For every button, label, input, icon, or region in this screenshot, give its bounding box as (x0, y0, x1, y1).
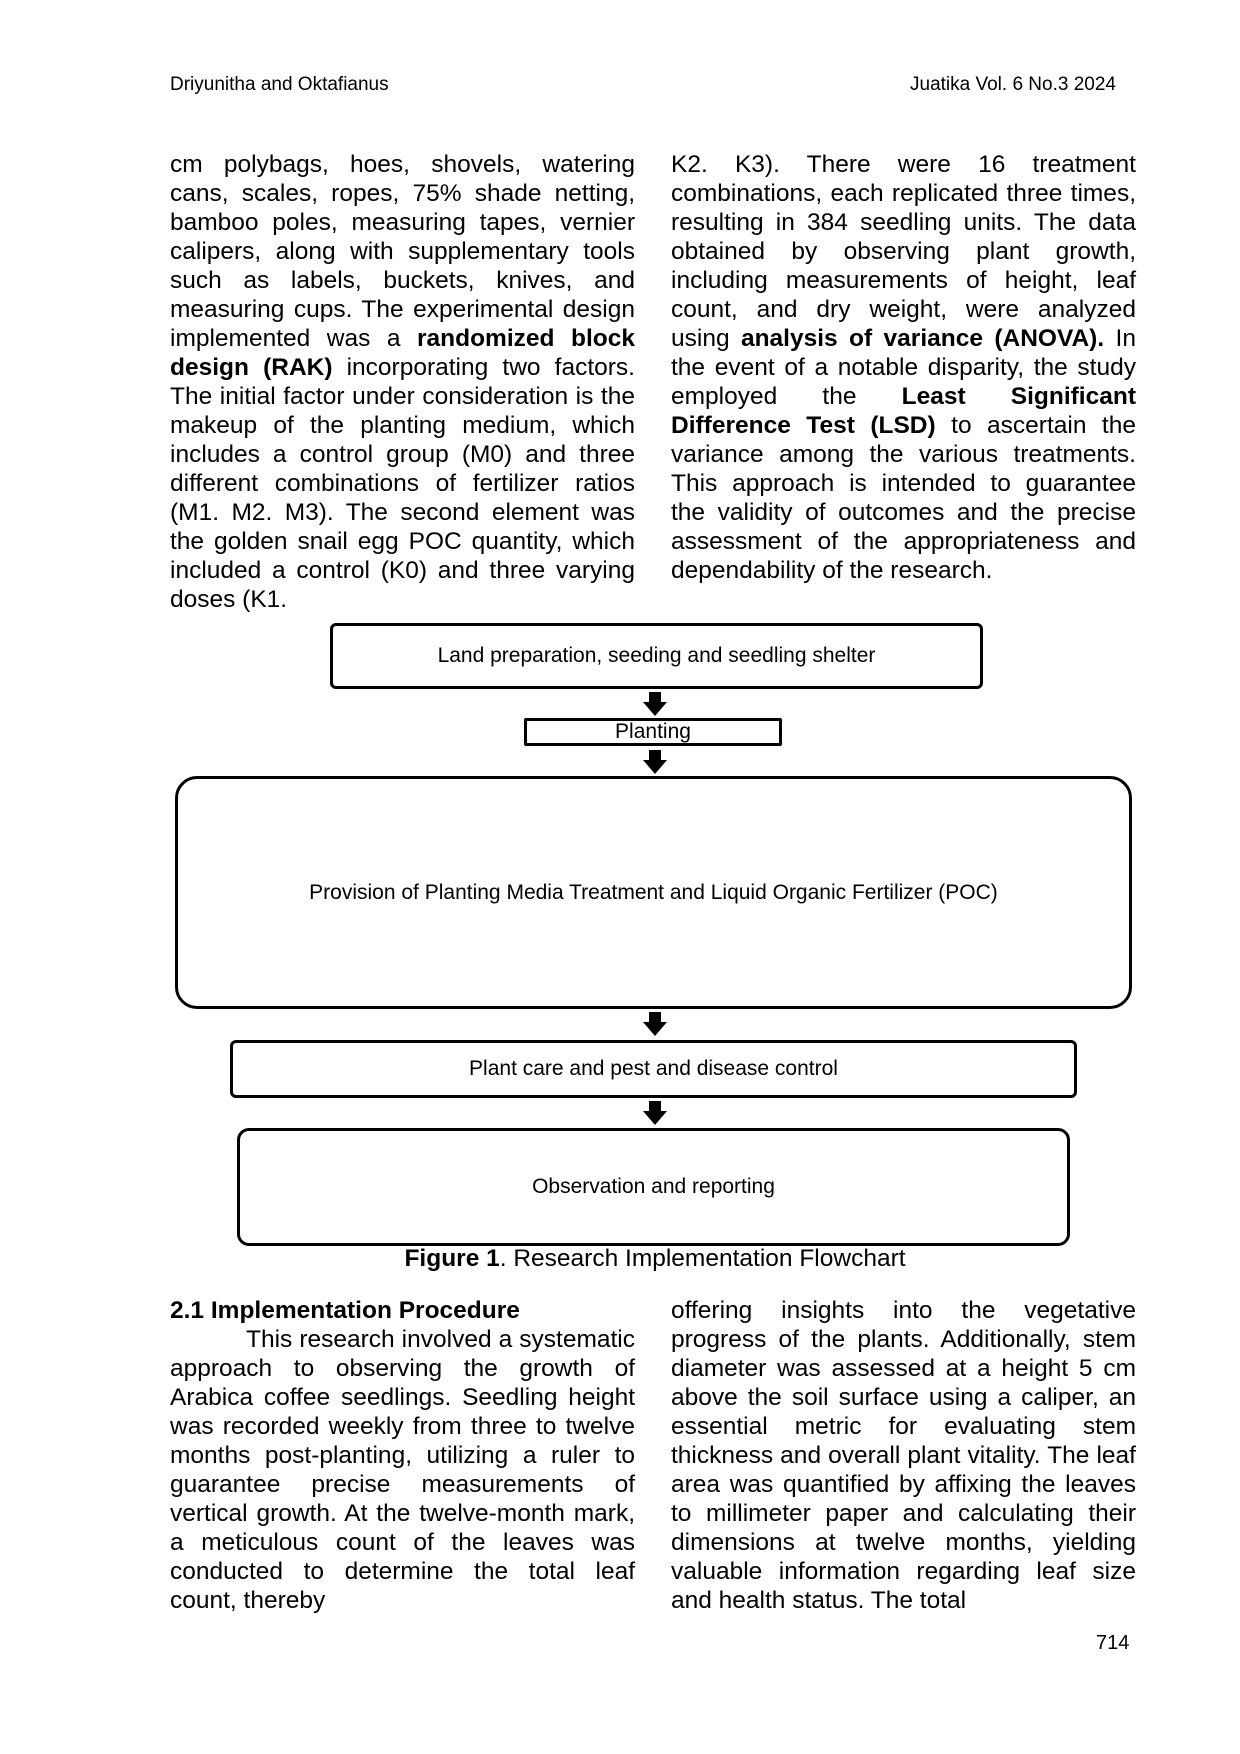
page-number: 714 (1096, 1632, 1130, 1654)
section-heading: 2.1 Implementation Procedure (170, 1297, 520, 1324)
flow-step-planting: Planting (524, 718, 782, 746)
flow-arrow-2-icon (643, 750, 667, 774)
procedure-paragraph-right: offering insights into the vegetative progress of the plants. Additionally, stem diameter was assessed at a height 5 cm above the soil surface using a caliper, an essential metric for evaluating stem thickness and overall plant vitality. The leaf area was quantified by affixing the leaves to millimeter paper and calculating their dimensions at twelve months, yielding valuable information regarding leaf size and health status. The total (671, 1297, 1136, 1614)
top-left-column (170, 150, 635, 614)
running-header-authors: Driyunitha and Oktafianus (170, 74, 389, 95)
figure-label: Figure 1 (404, 1245, 500, 1272)
flow-arrow-1-icon (643, 692, 667, 716)
flow-step-plant-care: Plant care and pest and disease control (230, 1040, 1077, 1098)
running-header-journal: Juatika Vol. 6 No.3 2024 (910, 74, 1116, 95)
bottom-right-column (671, 1296, 1136, 1615)
methods-paragraph-left: cm polybags, hoes, shovels, watering cans, scales, ropes, 75% shade netting, bamboo poles, measuring tapes, vernier calipers, along with supplementary tools such as labels, buckets, knives, and measuring cups. The experimental design implemented was a randomized block design (RAK) incorporating two factors. The initial factor under consideration is the makeup of the planting medium, which includes a control group (M0) and three different combinations of fertilizer ratios (M1. M2. M3). The second element was the golden snail egg POC quantity, which included a control (K0) and three varying doses (K1. (170, 151, 635, 613)
flow-arrow-4-icon (643, 1101, 667, 1125)
figure-caption: Figure 1. Research Implementation Flowchart (404, 1245, 906, 1272)
flow-step-treatment-provision: Provision of Planting Media Treatment and Liquid Organic Fertilizer (POC) (175, 776, 1132, 1009)
top-right-column (671, 150, 1136, 585)
bottom-left-column (170, 1296, 635, 1615)
methods-paragraph-right: K2. K3). There were 16 treatment combinations, each replicated three times, resulting in 384 seedling units. The data obtained by observing plant growth, including measurements of height, leaf count, and dry weight, were analyzed using analysis of variance (ANOVA). In the event of a notable disparity, the study employed the Least Significant Difference Test (LSD) to ascertain the variance among the various treatments. This approach is intended to guarantee the validity of outcomes and the precise assessment of the appropriateness and dependability of the research. (671, 151, 1136, 584)
procedure-paragraph-left: This research involved a systematic approach to observing the growth of Arabica coffee seedlings. Seedling height was recorded weekly from three to twelve months post-planting, utilizing a ruler to guarantee precise measurements of vertical growth. At the twelve-month mark, a meticulous count of the leaves was conducted to determine the total leaf count, thereby (170, 1326, 635, 1614)
flow-step-land-preparation: Land preparation, seeding and seedling shelter (330, 623, 983, 689)
rak-term: randomized block design (RAK) (170, 325, 635, 381)
flow-step-observation: Observation and reporting (237, 1128, 1070, 1246)
flow-arrow-3-icon (643, 1012, 667, 1036)
lsd-term: Least Significant Difference Test (LSD) (671, 383, 1136, 439)
anova-term: analysis of variance (ANOVA). (740, 325, 1105, 352)
